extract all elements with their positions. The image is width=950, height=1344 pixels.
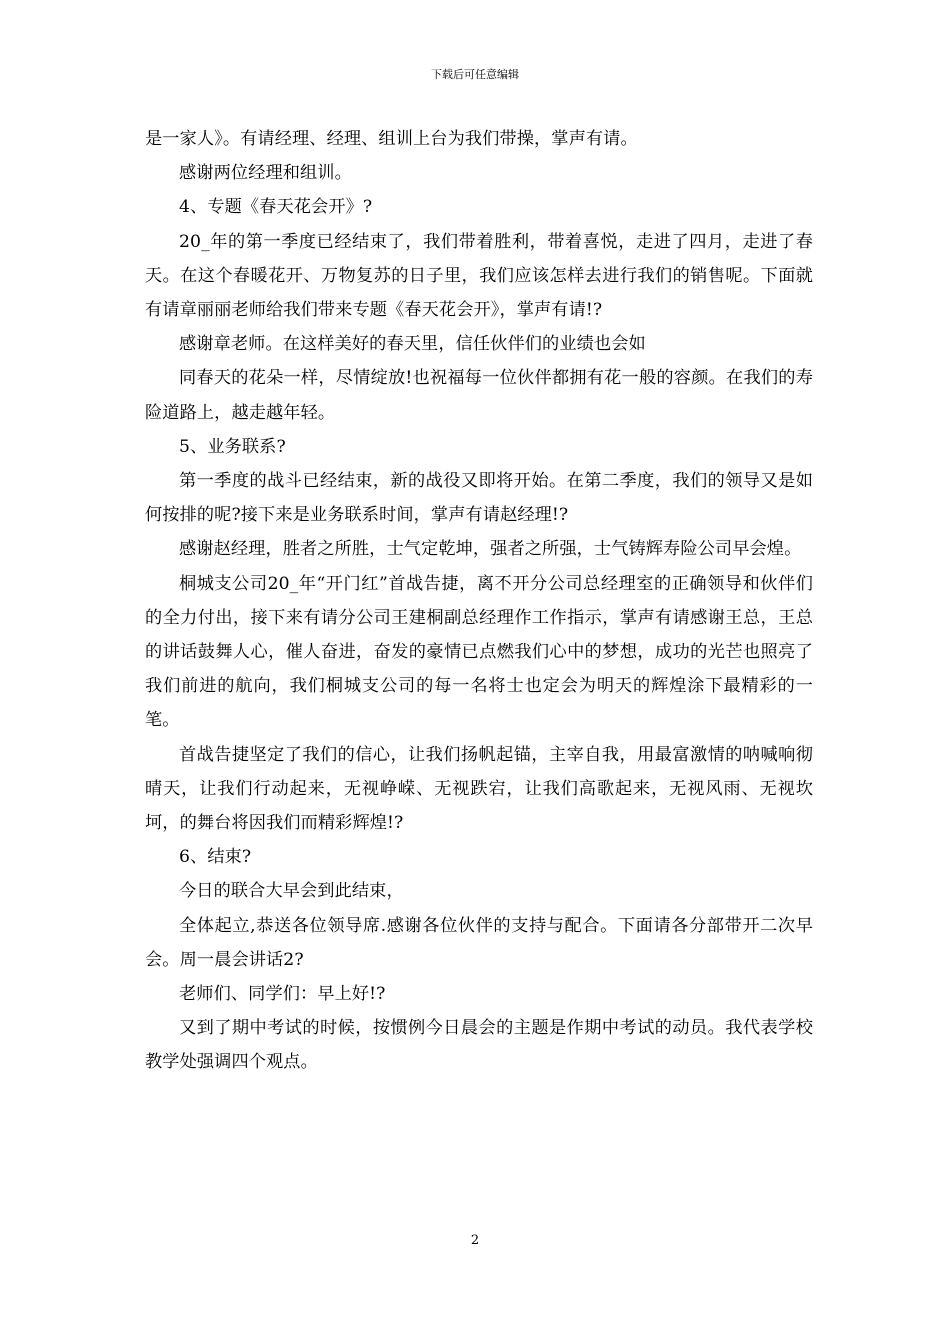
paragraph: 20_年的第一季度已经结束了，我们带着胜利，带着喜悦，走进了四月，走进了春天。在这个春暖花开、万物复苏的日子里，我们应该怎样去进行我们的销售呢。下面就有请章丽丽老师给我们带来专题《春天花会开》，掌声有请!? — [145, 231, 813, 321]
paragraph: 感谢两位经理和组训。 — [179, 163, 352, 184]
paragraph: 感谢赵经理，胜者之所胜，士气定乾坤，强者之所强，士气铸辉寿险公司早会煌。 — [179, 539, 802, 560]
paragraph: 桐城支公司20_年“开门红”首战告捷，离不开分公司总经理室的正确领导和伙伴们的全力付出，接下来有请分公司王建桐副总经理作工作指示，掌声有请感谢王总，王总的讲话鼓舞人心，催人奋进，奋发的豪情已点燃我们心中的梦想，成功的光芒也照亮了我们前进的航向，我们桐城支公司的每一名将士也定会为明天的辉煌涂下最精彩的一笔。 — [145, 573, 813, 731]
paragraph: 首战告捷坚定了我们的信心，让我们扬帆起锚，主宰自我，用最富激情的呐喊响彻晴天，让我们行动起来，无视峥嵘、无视跌宕，让我们高歌起来，无视风雨、无视坎坷，的舞台将因我们而精彩辉煌!? — [145, 744, 813, 834]
page-number: 2 — [470, 1233, 480, 1248]
paragraph: 又到了期中考试的时候，按惯例今日晨会的主题是作期中考试的动员。我代表学校教学处强调四个观点。 — [145, 1018, 813, 1073]
paragraph: 第一季度的战斗已经结束，新的战役又即将开始。在第二季度，我们的领导又是如何按排的呢?接下来是业务联系时间，掌声有请赵经理!? — [145, 471, 813, 526]
page-header-note: 下载后可任意编辑 — [431, 68, 519, 81]
document-body — [145, 122, 813, 1080]
paragraph: 今日的联合大早会到此结束， — [179, 881, 404, 902]
paragraph: 老师们、同学们：早上好!? — [179, 984, 386, 1005]
section-heading: 4、专题《春天花会开》? — [179, 197, 373, 218]
paragraph: 是一家人》。有请经理、经理、组训上台为我们带操，掌声有请。 — [145, 129, 638, 149]
paragraph: 同春天的花朵一样，尽情绽放!也祝福每一位伙伴都拥有花一般的容颜。在我们的寿险道路上，越走越年轻。 — [145, 368, 813, 423]
section-heading: 5、业务联系? — [179, 436, 286, 457]
paragraph: 全体起立,恭送各位领导席.感谢各位伙伴的支持与配合。下面请各分部带开二次早会。周一晨会讲话2? — [145, 915, 813, 970]
section-heading: 6、结束? — [179, 847, 252, 868]
paragraph: 感谢章老师。在这样美好的春天里，信任伙伴们的业绩也会如 — [179, 334, 646, 355]
